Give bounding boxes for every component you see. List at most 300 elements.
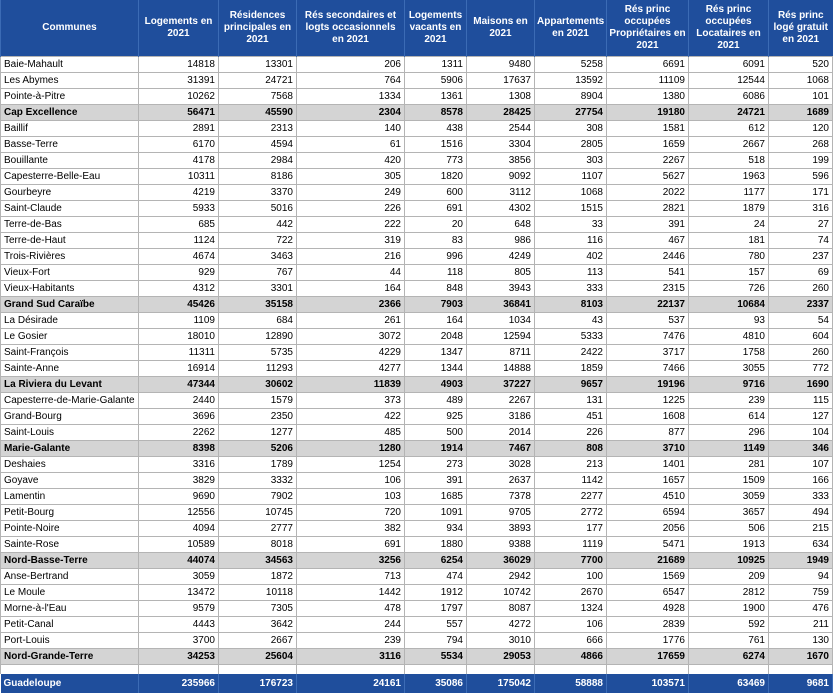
- value-cell: 612: [689, 121, 769, 137]
- value-cell: 94: [769, 569, 833, 585]
- value-cell: 11293: [219, 361, 297, 377]
- value-cell: 69: [769, 265, 833, 281]
- value-cell: 1859: [535, 361, 607, 377]
- value-cell: 239: [297, 633, 405, 649]
- commune-name: Cap Excellence: [1, 105, 139, 121]
- value-cell: 106: [297, 473, 405, 489]
- value-cell: 28425: [467, 105, 535, 121]
- value-cell: 391: [405, 473, 467, 489]
- table-row: [1, 57, 833, 73]
- value-cell: 12890: [219, 329, 297, 345]
- commune-name: Le Gosier: [1, 329, 139, 345]
- value-cell: 764: [297, 73, 405, 89]
- value-cell: 773: [405, 153, 467, 169]
- table-row: [1, 281, 833, 297]
- value-cell: 1797: [405, 601, 467, 617]
- commune-name: Grand-Bourg: [1, 409, 139, 425]
- table-row: [1, 345, 833, 361]
- value-cell: 592: [689, 617, 769, 633]
- value-cell: 1149: [689, 441, 769, 457]
- value-cell: 4272: [467, 617, 535, 633]
- value-cell: 467: [607, 233, 689, 249]
- value-cell: 10684: [689, 297, 769, 313]
- value-cell: 213: [535, 457, 607, 473]
- value-cell: 2267: [467, 393, 535, 409]
- value-cell: 3028: [467, 457, 535, 473]
- value-cell: 7476: [607, 329, 689, 345]
- value-cell: 1789: [219, 457, 297, 473]
- value-cell: 4510: [607, 489, 689, 505]
- value-cell: 1880: [405, 537, 467, 553]
- value-cell: 722: [219, 233, 297, 249]
- value-cell: 8087: [467, 601, 535, 617]
- header-communes: Communes: [1, 0, 139, 57]
- value-cell: 596: [769, 169, 833, 185]
- value-cell: 10311: [139, 169, 219, 185]
- value-cell: 305: [297, 169, 405, 185]
- value-cell: 1311: [405, 57, 467, 73]
- commune-name: Capesterre-de-Marie-Galante: [1, 393, 139, 409]
- value-cell: 1758: [689, 345, 769, 361]
- value-cell: 1900: [689, 601, 769, 617]
- value-cell: 104: [769, 425, 833, 441]
- value-cell: 500: [405, 425, 467, 441]
- table-row: [1, 313, 833, 329]
- table-row: [1, 393, 833, 409]
- value-cell: 2777: [219, 521, 297, 537]
- value-cell: 2267: [607, 153, 689, 169]
- value-cell: 316: [769, 201, 833, 217]
- value-cell: 2440: [139, 393, 219, 409]
- value-cell: 260: [769, 281, 833, 297]
- value-cell: 10262: [139, 89, 219, 105]
- header-row: [1, 0, 833, 57]
- value-cell: 118: [405, 265, 467, 281]
- value-cell: 794: [405, 633, 467, 649]
- commune-name: Trois-Rivières: [1, 249, 139, 265]
- commune-name: Anse-Bertrand: [1, 569, 139, 585]
- value-cell: 5933: [139, 201, 219, 217]
- value-cell: 5627: [607, 169, 689, 185]
- spacer-row: [1, 665, 833, 675]
- value-cell: 2772: [535, 505, 607, 521]
- value-cell: 4302: [467, 201, 535, 217]
- value-cell: 4928: [607, 601, 689, 617]
- value-cell: 805: [467, 265, 535, 281]
- value-cell: 303: [535, 153, 607, 169]
- value-cell: 2544: [467, 121, 535, 137]
- value-cell: 24721: [689, 105, 769, 121]
- value-cell: 720: [297, 505, 405, 521]
- value-cell: 3256: [297, 553, 405, 569]
- commune-name: Grand Sud Caraïbe: [1, 297, 139, 313]
- table-row: [1, 73, 833, 89]
- value-cell: 485: [297, 425, 405, 441]
- value-cell: 4866: [535, 649, 607, 665]
- value-cell: 216: [297, 249, 405, 265]
- value-cell: 6170: [139, 137, 219, 153]
- value-cell: 9092: [467, 169, 535, 185]
- value-cell: 5534: [405, 649, 467, 665]
- value-cell: 925: [405, 409, 467, 425]
- value-cell: 1515: [535, 201, 607, 217]
- value-cell: 1068: [769, 73, 833, 89]
- value-cell: 1670: [769, 649, 833, 665]
- value-cell: 2812: [689, 585, 769, 601]
- value-cell: 6547: [607, 585, 689, 601]
- value-cell: 6274: [689, 649, 769, 665]
- value-cell: 489: [405, 393, 467, 409]
- commune-name: Morne-à-l'Eau: [1, 601, 139, 617]
- value-cell: 474: [405, 569, 467, 585]
- table-body: [1, 57, 833, 675]
- value-cell: 7700: [535, 553, 607, 569]
- value-cell: 29053: [467, 649, 535, 665]
- value-cell: 1361: [405, 89, 467, 105]
- value-cell: 7902: [219, 489, 297, 505]
- value-cell: 273: [405, 457, 467, 473]
- value-cell: 346: [769, 441, 833, 457]
- value-cell: 772: [769, 361, 833, 377]
- value-cell: 9579: [139, 601, 219, 617]
- value-cell: 2670: [535, 585, 607, 601]
- value-cell: 2984: [219, 153, 297, 169]
- value-cell: 333: [769, 489, 833, 505]
- value-cell: 648: [467, 217, 535, 233]
- table-row: [1, 617, 833, 633]
- total-cell: 24161: [297, 674, 405, 693]
- value-cell: 808: [535, 441, 607, 457]
- value-cell: 1569: [607, 569, 689, 585]
- value-cell: 17659: [607, 649, 689, 665]
- commune-name: Les Abymes: [1, 73, 139, 89]
- table-row: [1, 601, 833, 617]
- value-cell: 177: [535, 521, 607, 537]
- total-name: Guadeloupe: [1, 674, 139, 693]
- value-cell: 3072: [297, 329, 405, 345]
- value-cell: 422: [297, 409, 405, 425]
- value-cell: 6091: [689, 57, 769, 73]
- value-cell: 12544: [689, 73, 769, 89]
- value-cell: 3186: [467, 409, 535, 425]
- value-cell: 21689: [607, 553, 689, 569]
- value-cell: 17637: [467, 73, 535, 89]
- value-cell: 2350: [219, 409, 297, 425]
- table-row: [1, 457, 833, 473]
- value-cell: 226: [535, 425, 607, 441]
- spacer-cell: [689, 665, 769, 675]
- value-cell: 4178: [139, 153, 219, 169]
- value-cell: 7467: [467, 441, 535, 457]
- value-cell: 2805: [535, 137, 607, 153]
- value-cell: 5906: [405, 73, 467, 89]
- value-cell: 537: [607, 313, 689, 329]
- value-cell: 18010: [139, 329, 219, 345]
- value-cell: 120: [769, 121, 833, 137]
- value-cell: 140: [297, 121, 405, 137]
- value-cell: 634: [769, 537, 833, 553]
- value-cell: 35158: [219, 297, 297, 313]
- commune-name: Nord-Basse-Terre: [1, 553, 139, 569]
- value-cell: 1581: [607, 121, 689, 137]
- value-cell: 557: [405, 617, 467, 633]
- table-row: [1, 409, 833, 425]
- value-cell: 5016: [219, 201, 297, 217]
- value-cell: 1659: [607, 137, 689, 153]
- value-cell: 3642: [219, 617, 297, 633]
- total-cell: 235966: [139, 674, 219, 693]
- table-row: [1, 361, 833, 377]
- spacer-cell: [297, 665, 405, 675]
- value-cell: 780: [689, 249, 769, 265]
- header-locataires: Rés princ occupées Locataires en 2021: [689, 0, 769, 57]
- commune-name: Capesterre-Belle-Eau: [1, 169, 139, 185]
- table-row: [1, 121, 833, 137]
- value-cell: 848: [405, 281, 467, 297]
- value-cell: 1912: [405, 585, 467, 601]
- total-cell: 103571: [607, 674, 689, 693]
- value-cell: 2315: [607, 281, 689, 297]
- subtotal-row: [1, 649, 833, 665]
- value-cell: 8711: [467, 345, 535, 361]
- value-cell: 1608: [607, 409, 689, 425]
- value-cell: 420: [297, 153, 405, 169]
- total-cell: 175042: [467, 674, 535, 693]
- value-cell: 3055: [689, 361, 769, 377]
- header-logements-vacants: Logements vacants en 2021: [405, 0, 467, 57]
- commune-name: Terre-de-Haut: [1, 233, 139, 249]
- value-cell: 24721: [219, 73, 297, 89]
- value-cell: 36029: [467, 553, 535, 569]
- table-row: [1, 233, 833, 249]
- value-cell: 2667: [219, 633, 297, 649]
- value-cell: 1034: [467, 313, 535, 329]
- value-cell: 1109: [139, 313, 219, 329]
- value-cell: 1657: [607, 473, 689, 489]
- value-cell: 1177: [689, 185, 769, 201]
- value-cell: 10118: [219, 585, 297, 601]
- value-cell: 4674: [139, 249, 219, 265]
- value-cell: 684: [219, 313, 297, 329]
- total-row: [1, 674, 833, 693]
- value-cell: 45590: [219, 105, 297, 121]
- spacer-cell: [139, 665, 219, 675]
- value-cell: 164: [405, 313, 467, 329]
- value-cell: 1380: [607, 89, 689, 105]
- value-cell: 13472: [139, 585, 219, 601]
- value-cell: 12594: [467, 329, 535, 345]
- table-row: [1, 489, 833, 505]
- value-cell: 296: [689, 425, 769, 441]
- value-cell: 506: [689, 521, 769, 537]
- value-cell: 4277: [297, 361, 405, 377]
- commune-name: Pointe-à-Pitre: [1, 89, 139, 105]
- value-cell: 10745: [219, 505, 297, 521]
- value-cell: 1347: [405, 345, 467, 361]
- spacer-cell: [535, 665, 607, 675]
- value-cell: 7305: [219, 601, 297, 617]
- value-cell: 2304: [297, 105, 405, 121]
- value-cell: 10589: [139, 537, 219, 553]
- value-cell: 103: [297, 489, 405, 505]
- value-cell: 268: [769, 137, 833, 153]
- value-cell: 713: [297, 569, 405, 585]
- value-cell: 518: [689, 153, 769, 169]
- value-cell: 4312: [139, 281, 219, 297]
- value-cell: 1690: [769, 377, 833, 393]
- value-cell: 8398: [139, 441, 219, 457]
- value-cell: 767: [219, 265, 297, 281]
- value-cell: 27754: [535, 105, 607, 121]
- commune-name: Saint-Claude: [1, 201, 139, 217]
- value-cell: 3316: [139, 457, 219, 473]
- value-cell: 1280: [297, 441, 405, 457]
- value-cell: 451: [535, 409, 607, 425]
- value-cell: 11311: [139, 345, 219, 361]
- value-cell: 61: [297, 137, 405, 153]
- value-cell: 127: [769, 409, 833, 425]
- value-cell: 3332: [219, 473, 297, 489]
- value-cell: 494: [769, 505, 833, 521]
- value-cell: 5333: [535, 329, 607, 345]
- value-cell: 308: [535, 121, 607, 137]
- value-cell: 666: [535, 633, 607, 649]
- value-cell: 16914: [139, 361, 219, 377]
- value-cell: 54: [769, 313, 833, 329]
- value-cell: 44074: [139, 553, 219, 569]
- value-cell: 476: [769, 601, 833, 617]
- value-cell: 249: [297, 185, 405, 201]
- header-loge-gratuit: Rés princ logé gratuit en 2021: [769, 0, 833, 57]
- value-cell: 986: [467, 233, 535, 249]
- value-cell: 34253: [139, 649, 219, 665]
- value-cell: 47344: [139, 377, 219, 393]
- value-cell: 541: [607, 265, 689, 281]
- spacer-cell: [607, 665, 689, 675]
- value-cell: 260: [769, 345, 833, 361]
- value-cell: 2667: [689, 137, 769, 153]
- value-cell: 478: [297, 601, 405, 617]
- value-cell: 438: [405, 121, 467, 137]
- value-cell: 4810: [689, 329, 769, 345]
- value-cell: 211: [769, 617, 833, 633]
- total-cell: 35086: [405, 674, 467, 693]
- value-cell: 113: [535, 265, 607, 281]
- value-cell: 222: [297, 217, 405, 233]
- value-cell: 8018: [219, 537, 297, 553]
- value-cell: 1509: [689, 473, 769, 489]
- value-cell: 100: [535, 569, 607, 585]
- value-cell: 33: [535, 217, 607, 233]
- value-cell: 3059: [689, 489, 769, 505]
- value-cell: 10925: [689, 553, 769, 569]
- value-cell: 9716: [689, 377, 769, 393]
- table-row: [1, 633, 833, 649]
- value-cell: 2337: [769, 297, 833, 313]
- value-cell: 37227: [467, 377, 535, 393]
- table-row: [1, 505, 833, 521]
- value-cell: 391: [607, 217, 689, 233]
- value-cell: 22137: [607, 297, 689, 313]
- value-cell: 7378: [467, 489, 535, 505]
- value-cell: 237: [769, 249, 833, 265]
- header-residences-secondaires: Rés secondaires et logts occasionnels en 2021: [297, 0, 405, 57]
- value-cell: 2422: [535, 345, 607, 361]
- value-cell: 1068: [535, 185, 607, 201]
- value-cell: 215: [769, 521, 833, 537]
- value-cell: 2048: [405, 329, 467, 345]
- value-cell: 1579: [219, 393, 297, 409]
- value-cell: 2446: [607, 249, 689, 265]
- value-cell: 4094: [139, 521, 219, 537]
- value-cell: 3116: [297, 649, 405, 665]
- table-row: [1, 185, 833, 201]
- value-cell: 1516: [405, 137, 467, 153]
- value-cell: 36841: [467, 297, 535, 313]
- value-cell: 2313: [219, 121, 297, 137]
- value-cell: 1689: [769, 105, 833, 121]
- table-row: [1, 329, 833, 345]
- value-cell: 3370: [219, 185, 297, 201]
- value-cell: 3829: [139, 473, 219, 489]
- value-cell: 206: [297, 57, 405, 73]
- value-cell: 106: [535, 617, 607, 633]
- table-row: [1, 473, 833, 489]
- value-cell: 2366: [297, 297, 405, 313]
- value-cell: 1872: [219, 569, 297, 585]
- value-cell: 3657: [689, 505, 769, 521]
- value-cell: 8904: [535, 89, 607, 105]
- value-cell: 4443: [139, 617, 219, 633]
- value-cell: 1776: [607, 633, 689, 649]
- value-cell: 1119: [535, 537, 607, 553]
- value-cell: 1685: [405, 489, 467, 505]
- total-cell: 9681: [769, 674, 833, 693]
- value-cell: 9705: [467, 505, 535, 521]
- total-cell: 63469: [689, 674, 769, 693]
- value-cell: 691: [405, 201, 467, 217]
- value-cell: 3717: [607, 345, 689, 361]
- value-cell: 101: [769, 89, 833, 105]
- value-cell: 9657: [535, 377, 607, 393]
- value-cell: 604: [769, 329, 833, 345]
- value-cell: 2262: [139, 425, 219, 441]
- value-cell: 600: [405, 185, 467, 201]
- value-cell: 7568: [219, 89, 297, 105]
- value-cell: 13301: [219, 57, 297, 73]
- value-cell: 199: [769, 153, 833, 169]
- value-cell: 9388: [467, 537, 535, 553]
- value-cell: 3893: [467, 521, 535, 537]
- commune-name: Le Moule: [1, 585, 139, 601]
- value-cell: 6594: [607, 505, 689, 521]
- value-cell: 83: [405, 233, 467, 249]
- value-cell: 74: [769, 233, 833, 249]
- value-cell: 20: [405, 217, 467, 233]
- value-cell: 3700: [139, 633, 219, 649]
- value-cell: 1254: [297, 457, 405, 473]
- value-cell: 761: [689, 633, 769, 649]
- value-cell: 7466: [607, 361, 689, 377]
- commune-name: Goyave: [1, 473, 139, 489]
- value-cell: 2891: [139, 121, 219, 137]
- value-cell: 1324: [535, 601, 607, 617]
- value-cell: 726: [689, 281, 769, 297]
- value-cell: 6691: [607, 57, 689, 73]
- value-cell: 5735: [219, 345, 297, 361]
- table-row: [1, 169, 833, 185]
- total-cell: 58888: [535, 674, 607, 693]
